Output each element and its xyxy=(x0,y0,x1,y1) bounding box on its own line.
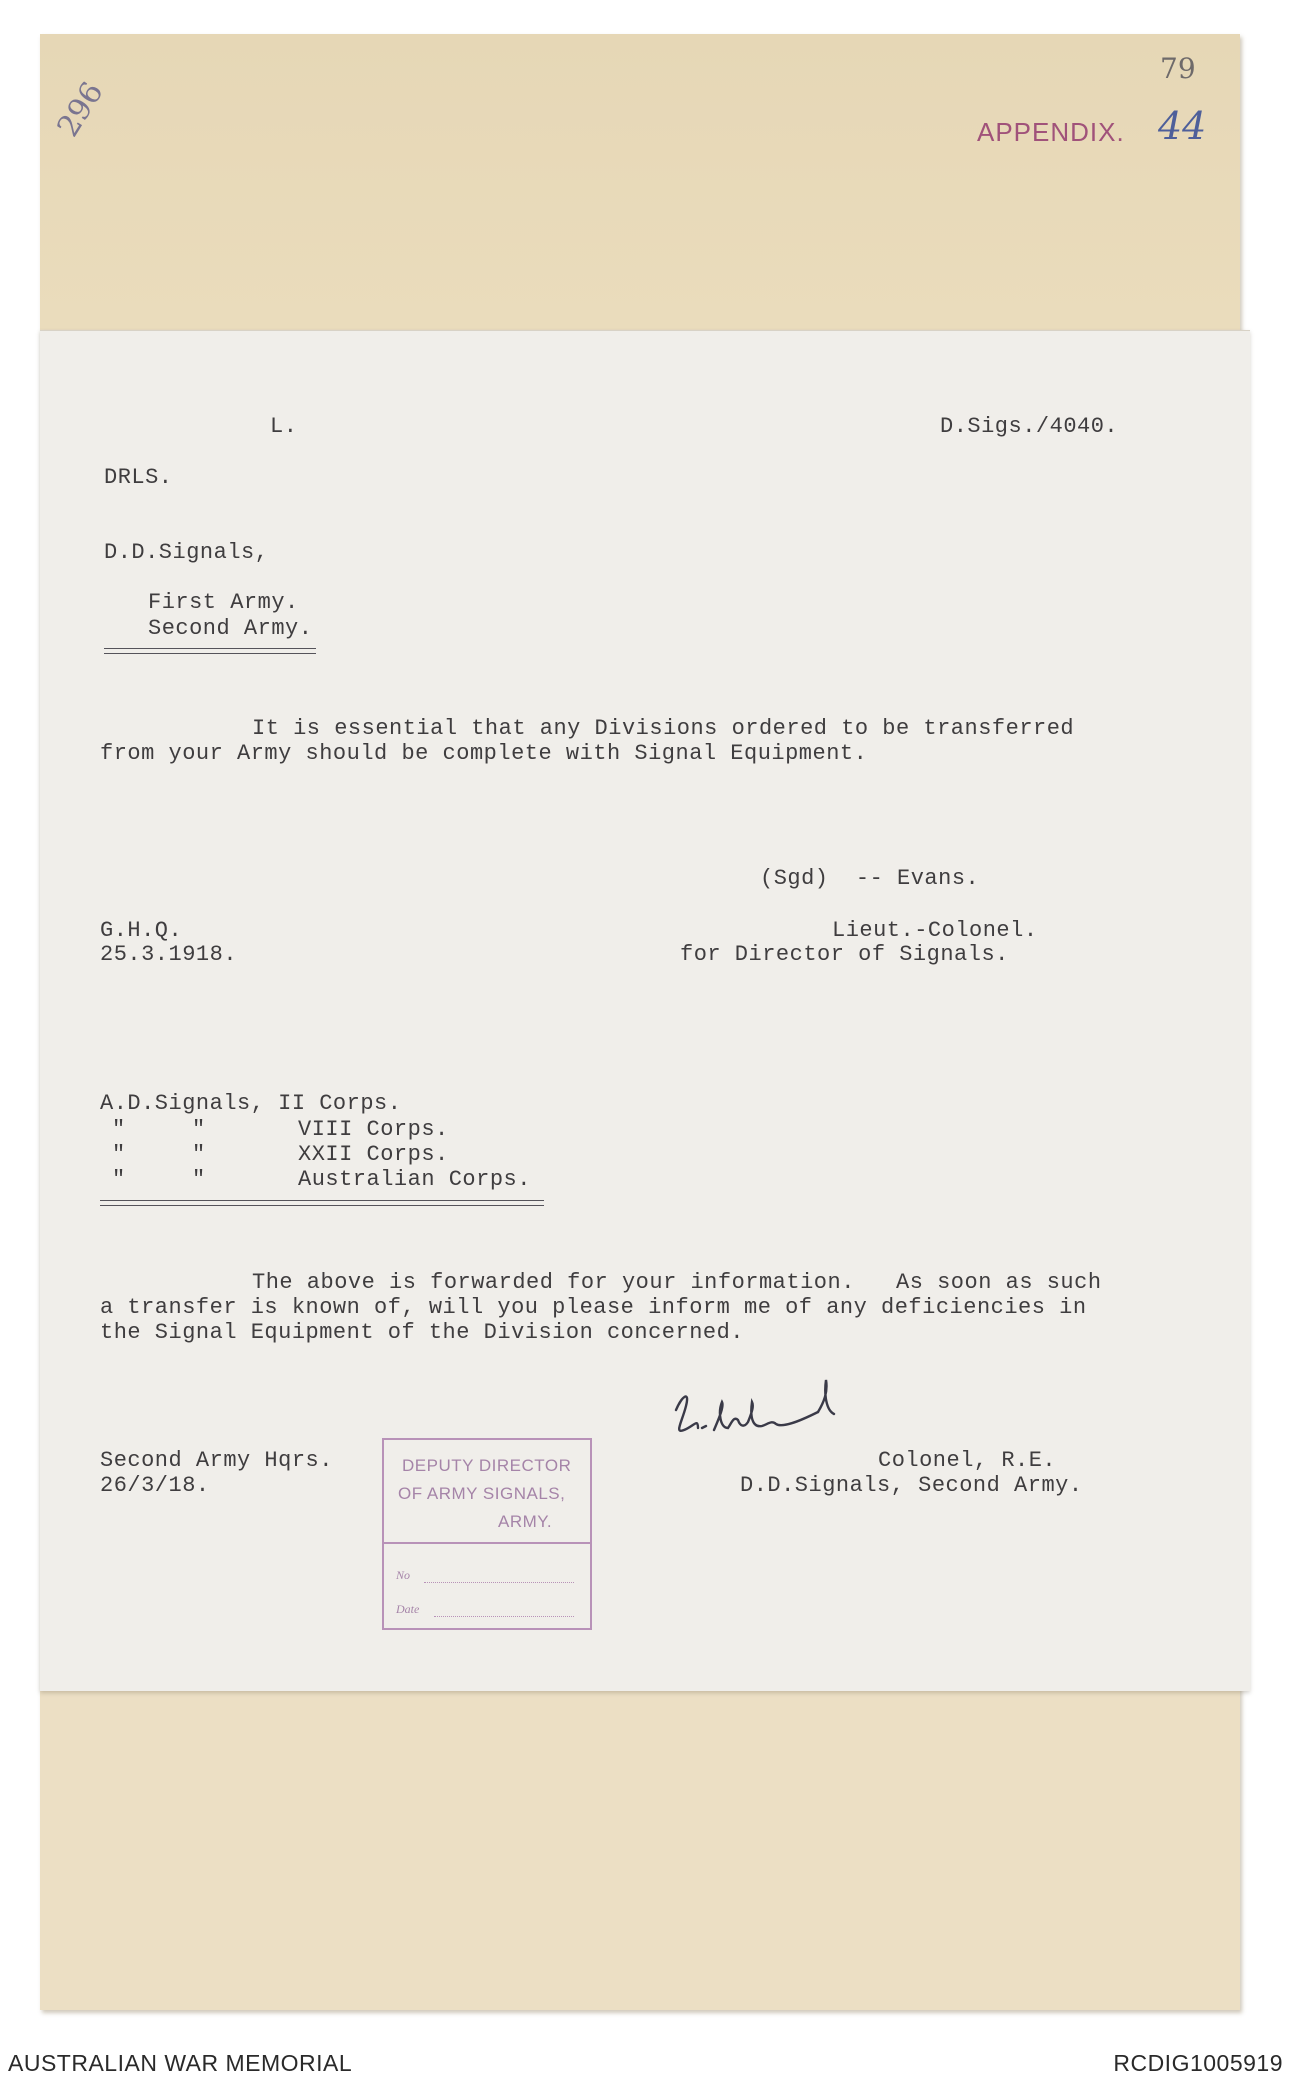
memo-date: 25.3.1918. xyxy=(100,942,238,967)
signals-office-stamp xyxy=(382,1438,592,1630)
forwarding-body-line: the Signal Equipment of the Division concerned. xyxy=(100,1320,745,1345)
folio-number: 296 xyxy=(50,75,111,144)
footer-archive-name: AUSTRALIAN WAR MEMORIAL xyxy=(8,2050,353,2076)
ditto-mark: " xyxy=(192,1142,206,1167)
memo-body-line: from your Army should be complete with Signal Equipment. xyxy=(100,741,868,766)
stamp-line: ARMY. xyxy=(498,1512,553,1531)
stamp-date-label: Date xyxy=(396,1602,420,1616)
lower-paper-band xyxy=(40,1690,1240,2010)
corps-entry: XXII Corps. xyxy=(298,1142,449,1167)
distribution-underline xyxy=(100,1200,544,1206)
memo-origin: G.H.Q. xyxy=(100,918,183,943)
top-paper-band xyxy=(40,34,1240,329)
addressee-underline xyxy=(104,648,316,654)
forwarding-body-line: The above is forwarded for your information. As soon as such xyxy=(252,1270,1102,1295)
memo-reference: D.Sigs./4040. xyxy=(940,414,1119,439)
handwritten-signature xyxy=(668,1372,878,1452)
stamp-line: DEPUTY DIRECTOR xyxy=(402,1456,572,1475)
ditto-mark: " xyxy=(112,1142,126,1167)
footer-record-id: RCDIG1005919 xyxy=(1113,2050,1283,2076)
corps-entry: VIII Corps. xyxy=(298,1117,449,1142)
appendix-number: 44 xyxy=(1158,104,1207,148)
forwarding-body-line: a transfer is known of, will you please inform me of any deficiencies in xyxy=(100,1295,1087,1320)
signer-rank: Lieut.-Colonel. xyxy=(832,918,1038,943)
stamp-no-label: No xyxy=(396,1568,411,1582)
memo-body-line: It is essential that any Divisions ordered to be transferred xyxy=(252,716,1075,741)
corps-entry: Australian Corps. xyxy=(298,1167,531,1192)
stamp-divider xyxy=(384,1542,590,1544)
distribution-first-line: A.D.Signals, II Corps. xyxy=(100,1091,402,1116)
forwarding-rank: Colonel, R.E. xyxy=(878,1448,1057,1473)
ditto-mark: " xyxy=(112,1117,126,1142)
memo-marker: L. xyxy=(270,414,298,439)
ditto-mark: " xyxy=(192,1117,206,1142)
forwarding-origin: Second Army Hqrs. xyxy=(100,1448,333,1473)
forwarding-date: 26/3/18. xyxy=(100,1473,210,1498)
signer-for-line: for Director of Signals. xyxy=(680,942,1009,967)
stamp-date-blank xyxy=(434,1616,574,1617)
signed-line: (Sgd) -- Evans. xyxy=(760,866,980,891)
forwarding-title: D.D.Signals, Second Army. xyxy=(740,1473,1083,1498)
page-number: 79 xyxy=(1160,52,1196,85)
ditto-mark: " xyxy=(112,1167,126,1192)
appendix-stamp: APPENDIX. xyxy=(977,117,1125,147)
addressee: D.D.Signals, xyxy=(104,540,269,565)
stamp-no-blank xyxy=(424,1582,574,1583)
ditto-mark: " xyxy=(192,1167,206,1192)
stamp-line: OF ARMY SIGNALS, xyxy=(398,1484,566,1503)
delivery-method: DRLS. xyxy=(104,465,173,490)
addressee-line: First Army. xyxy=(148,590,299,615)
addressee-line: Second Army. xyxy=(148,616,313,641)
